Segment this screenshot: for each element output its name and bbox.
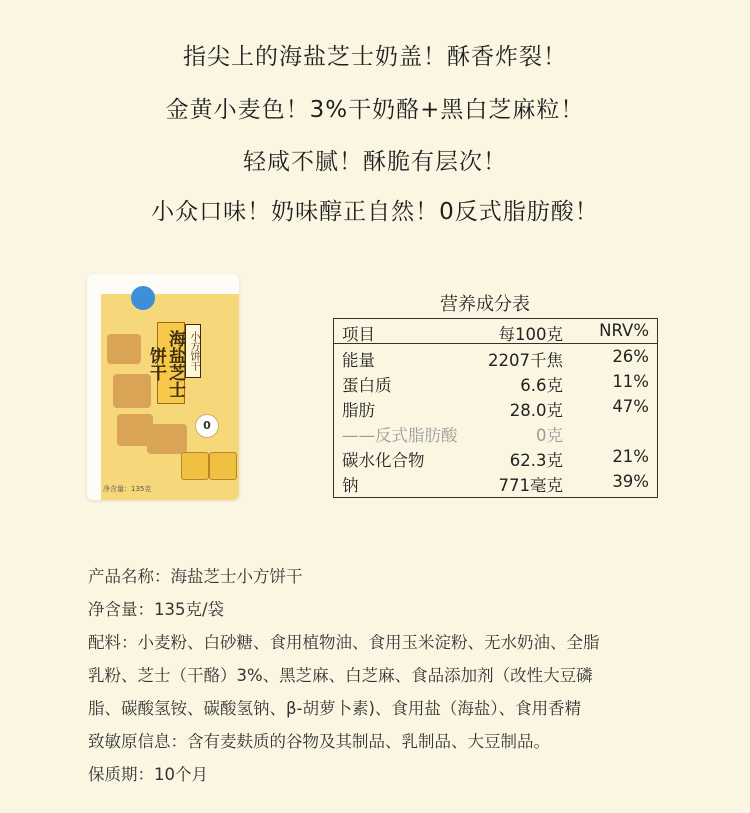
nutrient-nrv: 47% [612,397,649,416]
product-name-line: 产品名称：海盐芝士小方饼干 [88,567,303,586]
headline-3: 轻咸不腻！酥脆有层次！ [243,149,507,175]
nutrient-value: 771毫克 [498,476,563,495]
net-content-line: 净含量：135克/袋 [88,600,225,619]
ingredients-line: 脂、碳酸氢铵、碳酸氢钠、β-胡萝卜素)、食用盐（海盐）、食用香精 [88,699,582,718]
header-nrv: NRV% [599,321,649,340]
nutrient-value: 28.0克 [509,401,563,420]
nutrient-value: 2207千焦 [488,351,563,370]
nutrition-table-header [334,319,657,344]
shelf-life-line: 保质期：10个月 [88,765,208,784]
product-package-image [87,274,239,500]
nutrition-table-title: 营养成分表 [440,294,530,315]
nutrient-name: ——反式脂肪酸 [342,426,458,445]
header-per100g: 每100克 [498,325,563,344]
headline-1: 指尖上的海盐芝士奶盖！酥香炸裂！ [183,44,567,70]
nutrient-value: 62.3克 [509,451,563,470]
cheese-icon [181,452,209,480]
zero-trans-fat-badge: 0 [195,414,219,438]
nutrition-table [333,318,658,498]
nutrient-name: 蛋白质 [342,376,392,395]
nutrient-name: 能量 [342,351,375,370]
package-net-weight: 净含量：135克 [103,485,152,493]
nutrient-name: 脂肪 [342,401,375,420]
package-subtitle: 小方饼干 [185,324,201,378]
headline-4: 小众口味！奶味醇正自然！0反式脂肪酸！ [151,199,599,225]
nutrient-name: 钠 [342,476,359,495]
cookie-image [107,334,141,364]
nutrient-nrv: 26% [612,347,649,366]
brand-logo-icon [131,286,155,310]
headline-2: 金黄小麦色！3%干奶酪+黑白芝麻粒！ [165,97,585,123]
nutrient-name: 碳水化合物 [342,451,425,470]
package-title: 海盐芝士饼干 [157,322,185,404]
nutrient-nrv: 11% [612,372,649,391]
cookie-image [147,424,187,454]
nutrient-nrv: 39% [612,472,649,491]
nutrient-value: 6.6克 [520,376,563,395]
ingredients-line: 配料：小麦粉、白砂糖、食用植物油、食用玉米淀粉、无水奶油、全脂 [88,633,600,652]
nutrient-value: 0克 [536,426,563,445]
nutrient-nrv: 21% [612,447,649,466]
header-item: 项目 [342,325,375,344]
cheese-icon [209,452,237,480]
ingredients-line: 乳粉、芝士（干酪）3%、黑芝麻、白芝麻、食品添加剂（改性大豆磷 [88,666,593,685]
allergen-line: 致敏原信息：含有麦麸质的谷物及其制品、乳制品、大豆制品。 [88,732,550,751]
